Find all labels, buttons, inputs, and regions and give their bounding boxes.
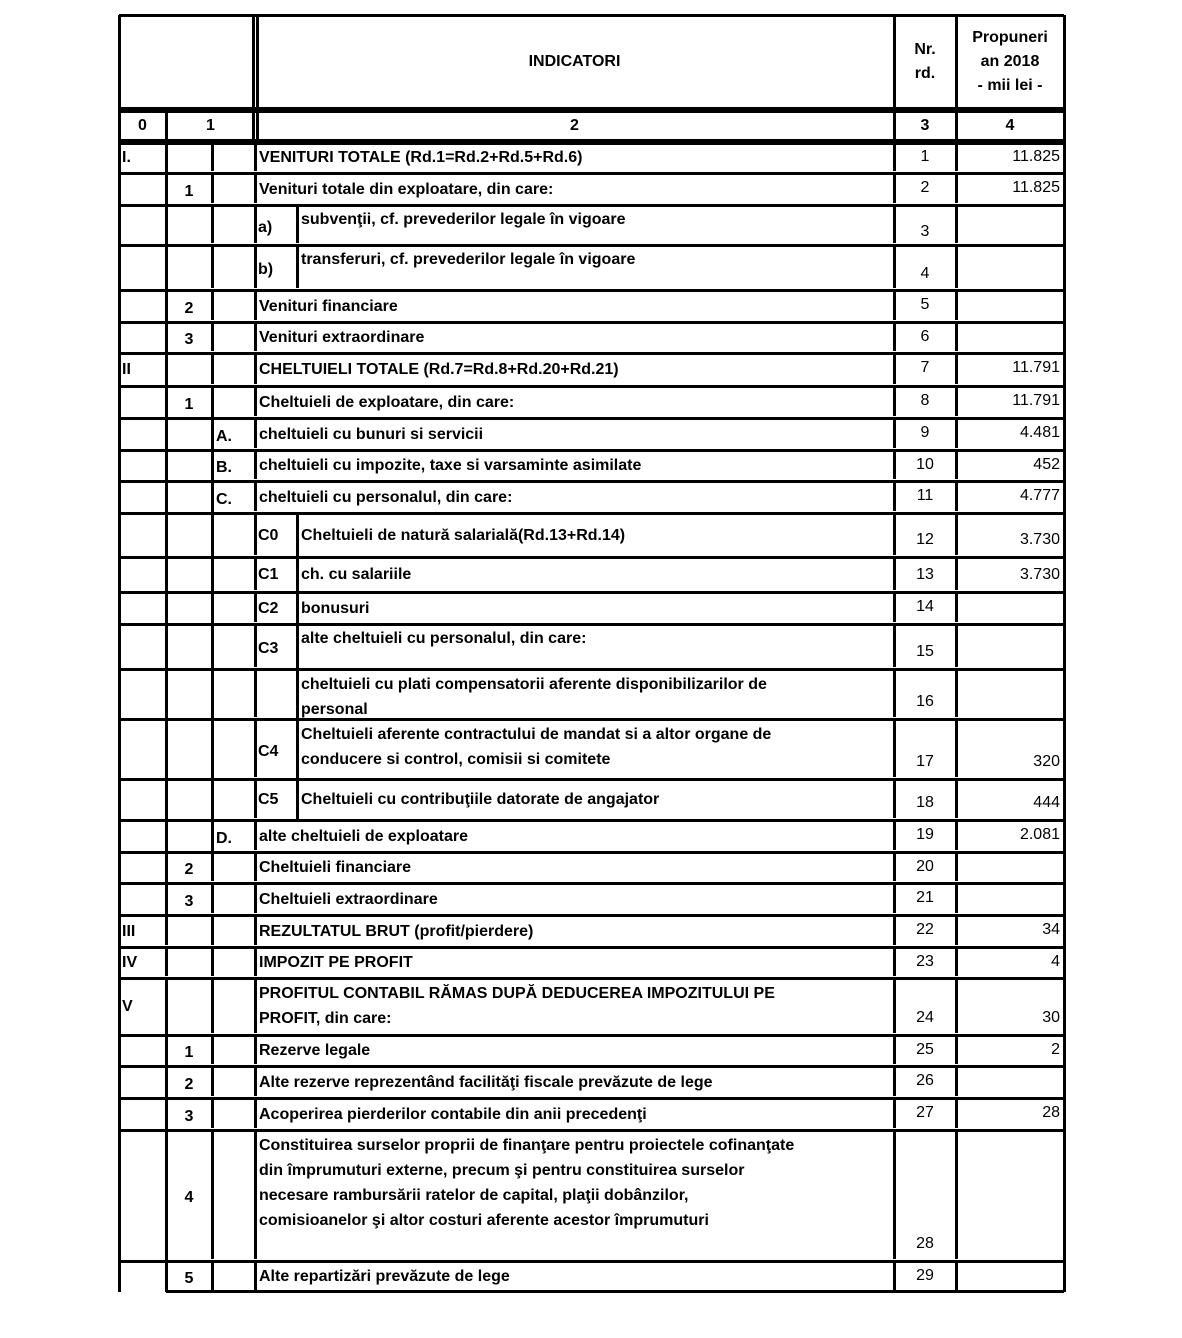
vertical-rule — [254, 419, 257, 448]
row-12-sub-code: C0 — [258, 527, 279, 544]
row-21-label-line-1: Cheltuieli extraordinare — [259, 891, 438, 908]
row-10-value: 452 — [1033, 456, 1060, 473]
table-bottom-border — [166, 1290, 1064, 1293]
row-29-item-number: 5 — [184, 1270, 194, 1287]
row-17-value: 320 — [1033, 753, 1060, 770]
row-27-label-line-1: Acoperirea pierderilor contabile din anii precedenţi — [259, 1106, 647, 1123]
row-separator — [119, 623, 1064, 626]
row-19-value: 2.081 — [1019, 826, 1060, 843]
row-23-label-line-1: IMPOZIT PE PROFIT — [259, 954, 413, 971]
row-2-label-line-1: Venituri totale din exploatare, din care: — [259, 181, 554, 198]
row-27-nr: 27 — [916, 1104, 934, 1121]
row-8-value: 11.791 — [1012, 392, 1060, 409]
vertical-rule — [211, 246, 214, 288]
vertical-rule — [254, 720, 257, 777]
vertical-rule — [296, 246, 299, 288]
vertical-rule — [165, 171, 168, 354]
row-16-label-line-2: personal — [301, 701, 368, 718]
row-19-nr: 19 — [916, 826, 934, 843]
header-indicatori: INDICATORI — [528, 53, 621, 70]
vertical-rule — [254, 174, 257, 203]
vertical-rule — [254, 780, 257, 818]
vertical-rule — [254, 558, 257, 590]
row-18-label-line-1: Cheltuieli cu contribuţiile datorate de angajator — [301, 791, 660, 808]
vertical-rule — [254, 1262, 257, 1290]
row-11-value: 4.777 — [1019, 487, 1060, 504]
row-23-section: IV — [122, 954, 138, 971]
row-25-label-line-1: Rezerve legale — [259, 1042, 371, 1059]
row-1-nr: 1 — [920, 148, 930, 165]
row-28-label-line-4: comisioanelor şi altor costuri aferente acestor împrumuturi — [259, 1212, 709, 1229]
row-8-item-number: 1 — [184, 396, 194, 413]
row-7-section: II — [122, 361, 131, 378]
vertical-rule — [254, 246, 257, 288]
row-20-label-line-1: Cheltuieli financiare — [259, 859, 412, 876]
row-13-label-line-1: ch. cu salariile — [301, 566, 412, 583]
row-23-value: 4 — [1051, 953, 1060, 970]
col-number-2: 2 — [570, 117, 579, 134]
row-separator — [119, 1129, 1064, 1132]
row-18-sub-code: C5 — [258, 791, 279, 808]
row-22-value: 34 — [1042, 921, 1060, 938]
vertical-rule — [296, 514, 299, 821]
row-4-label-line-1: transferuri, cf. prevederilor legale în vigoare — [301, 251, 636, 268]
row-18-nr: 18 — [916, 794, 934, 811]
row-15-sub-code: C3 — [258, 640, 279, 657]
row-9-value: 4.481 — [1019, 424, 1060, 441]
row-7-nr: 7 — [920, 359, 930, 376]
row-17-nr: 17 — [916, 753, 934, 770]
header-rd: rd. — [914, 65, 936, 82]
vertical-rule — [254, 593, 257, 622]
vertical-rule — [254, 291, 257, 320]
vertical-rule — [254, 482, 257, 511]
row-separator — [119, 977, 1064, 980]
vertical-rule — [165, 1033, 168, 1292]
vertical-rule — [211, 416, 214, 853]
row-15-nr: 15 — [916, 643, 934, 660]
row-18-value: 444 — [1033, 794, 1060, 811]
col-number-4: 4 — [1005, 117, 1015, 134]
row-4-nr: 4 — [920, 265, 930, 282]
row-6-item-number: 3 — [184, 331, 194, 348]
row-26-label-line-1: Alte rezerve reprezentând facilităţi fiscale prevăzute de lege — [259, 1074, 713, 1091]
row-29-label-line-1: Alte repartizări prevăzute de lege — [259, 1268, 510, 1285]
row-13-nr: 13 — [916, 566, 934, 583]
row-16-label-line-1: cheltuieli cu plati compensatorii aferente disponibilizarilor de — [301, 676, 767, 693]
row-20-nr: 20 — [916, 858, 934, 875]
row-24-section: V — [122, 998, 133, 1015]
row-3-label-line-1: subvenţii, cf. prevederilor legale în vigoare — [301, 211, 626, 228]
row-27-item-number: 3 — [184, 1108, 194, 1125]
row-14-nr: 14 — [916, 598, 934, 615]
row-15-label-line-1: alte cheltuieli cu personalul, din care: — [301, 630, 587, 647]
vertical-rule — [254, 354, 257, 384]
header-an: an 2018 — [980, 53, 1040, 70]
row-11-nr: 11 — [916, 487, 934, 504]
vertical-rule — [254, 143, 257, 171]
row-6-nr: 6 — [920, 328, 930, 345]
row-13-value: 3.730 — [1019, 566, 1060, 583]
row-29-nr: 29 — [916, 1267, 934, 1284]
vertical-rule — [254, 625, 257, 667]
row-4-sub-code: b) — [258, 261, 274, 278]
row-21-item-number: 3 — [184, 893, 194, 910]
vertical-rule — [254, 387, 257, 416]
row-separator — [119, 668, 1064, 671]
row-16-nr: 16 — [916, 693, 934, 710]
row-separator — [119, 556, 1064, 559]
row-5-item-number: 2 — [184, 300, 194, 317]
vertical-rule — [165, 916, 168, 945]
vertical-rule — [211, 206, 214, 243]
vertical-rule — [254, 1067, 257, 1096]
row-2-nr: 2 — [920, 179, 930, 196]
row-2-value: 11.825 — [1012, 179, 1060, 196]
header-nr: Nr. — [914, 41, 936, 58]
vertical-rule — [254, 206, 257, 243]
vertical-rule — [254, 670, 257, 717]
row-17-label-line-1: Cheltuieli aferente contractului de mandat si a altor organe de — [301, 726, 772, 743]
row-separator — [119, 718, 1064, 721]
table-top-border — [119, 14, 1064, 17]
row-7-value: 11.791 — [1012, 359, 1060, 376]
row-7-label-line-1: CHELTUIELI TOTALE (Rd.7=Rd.8+Rd.20+Rd.21) — [259, 361, 619, 378]
header-propuneri: Propuneri — [972, 29, 1048, 46]
row-28-label-line-3: necesare rambursării ratelor de capital, plaţii dobânzilor, — [259, 1187, 689, 1204]
vertical-rule — [254, 979, 257, 1033]
row-12-value: 3.730 — [1019, 531, 1060, 548]
vertical-rule — [254, 853, 257, 881]
vertical-rule — [254, 323, 257, 351]
row-11-group-letter: C. — [216, 491, 232, 508]
vertical-rule — [165, 143, 168, 171]
row-1-section: I. — [122, 149, 131, 166]
row-25-nr: 25 — [916, 1041, 934, 1058]
row-24-label-line-1: PROFITUL CONTABIL RĂMAS DUPĂ DEDUCEREA IMPOZITULUI PE — [259, 985, 775, 1002]
row-5-nr: 5 — [920, 296, 930, 313]
row-20-item-number: 2 — [184, 861, 194, 878]
vertical-rule — [165, 979, 168, 1033]
row-12-nr: 12 — [916, 531, 934, 548]
row-3-nr: 3 — [920, 223, 930, 240]
row-8-nr: 8 — [920, 392, 930, 409]
row-19-group-letter: D. — [216, 830, 232, 847]
row-13-sub-code: C1 — [258, 566, 279, 583]
vertical-rule — [254, 821, 257, 850]
row-10-group-letter: B. — [216, 459, 232, 476]
row-10-nr: 10 — [916, 456, 934, 473]
row-9-group-letter: A. — [216, 428, 232, 445]
row-25-value: 2 — [1051, 1041, 1060, 1058]
row-28-nr: 28 — [916, 1235, 934, 1252]
row-14-sub-code: C2 — [258, 600, 279, 617]
row-14-label-line-1: bonusuri — [301, 600, 370, 617]
row-21-nr: 21 — [916, 889, 934, 906]
vertical-rule — [254, 1131, 257, 1259]
row-28-label-line-1: Constituirea surselor proprii de finanţare pentru proiectele cofinanţate — [259, 1137, 795, 1154]
row-26-item-number: 2 — [184, 1076, 194, 1093]
row-19-label-line-1: alte cheltuieli de exploatare — [259, 828, 468, 845]
vertical-rule — [254, 916, 257, 945]
vertical-rule — [296, 206, 299, 243]
row-12-label-line-1: Cheltuieli de natură salarială(Rd.13+Rd.14) — [301, 527, 626, 544]
vertical-rule — [254, 514, 257, 555]
row-17-sub-code: C4 — [258, 743, 279, 760]
row-9-label-line-1: cheltuieli cu bunuri si servicii — [259, 426, 484, 443]
col-number-3: 3 — [920, 117, 930, 134]
row-17-label-line-2: conducere si control, comisii si comitete — [301, 751, 611, 768]
vertical-rule — [165, 384, 168, 916]
vertical-rule — [211, 948, 214, 976]
row-1-label-line-1: VENITURI TOTALE (Rd.1=Rd.2+Rd.5+Rd.6) — [259, 149, 583, 166]
row-separator — [119, 778, 1064, 781]
row-25-item-number: 1 — [184, 1044, 194, 1061]
row-24-label-line-2: PROFIT, din care: — [259, 1010, 392, 1027]
vertical-rule — [211, 354, 214, 384]
vertical-rule — [254, 948, 257, 976]
vertical-rule — [254, 1036, 257, 1064]
row-28-label-line-2: din împrumuturi externe, precum şi pentru constituirea surselor — [259, 1162, 745, 1179]
col-number-1: 1 — [206, 117, 215, 134]
row-2-item-number: 1 — [184, 183, 194, 200]
row-22-label-line-1: REZULTATUL BRUT (profit/pierdere) — [259, 923, 534, 940]
vertical-rule — [211, 916, 214, 945]
row-11-label-line-1: cheltuieli cu personalul, din care: — [259, 489, 513, 506]
row-8-label-line-1: Cheltuieli de exploatare, din care: — [259, 394, 515, 411]
row-3-sub-code: a) — [258, 219, 273, 236]
vertical-rule — [165, 948, 168, 976]
col-number-0: 0 — [138, 117, 147, 134]
vertical-rule — [254, 884, 257, 913]
vertical-rule — [211, 143, 214, 171]
vertical-rule — [254, 1099, 257, 1128]
vertical-rule — [165, 354, 168, 384]
row-26-nr: 26 — [916, 1072, 934, 1089]
row-10-label-line-1: cheltuieli cu impozite, taxe si varsaminte asimilate — [259, 457, 642, 474]
row-27-value: 28 — [1042, 1104, 1060, 1121]
row-9-nr: 9 — [920, 424, 930, 441]
row-28-item-number: 4 — [184, 1189, 194, 1206]
row-23-nr: 23 — [916, 953, 934, 970]
row-22-section: III — [122, 923, 136, 940]
row-24-nr: 24 — [916, 1009, 934, 1026]
header-unit: - mii lei - — [977, 77, 1043, 94]
row-6-label-line-1: Venituri extraordinare — [259, 329, 425, 346]
row-22-nr: 22 — [916, 921, 934, 938]
vertical-rule — [254, 451, 257, 479]
row-5-label-line-1: Venituri financiare — [259, 298, 398, 315]
row-24-value: 30 — [1042, 1009, 1060, 1026]
vertical-rule — [211, 979, 214, 1033]
row-separator — [119, 512, 1064, 515]
row-1-value: 11.825 — [1012, 148, 1060, 165]
